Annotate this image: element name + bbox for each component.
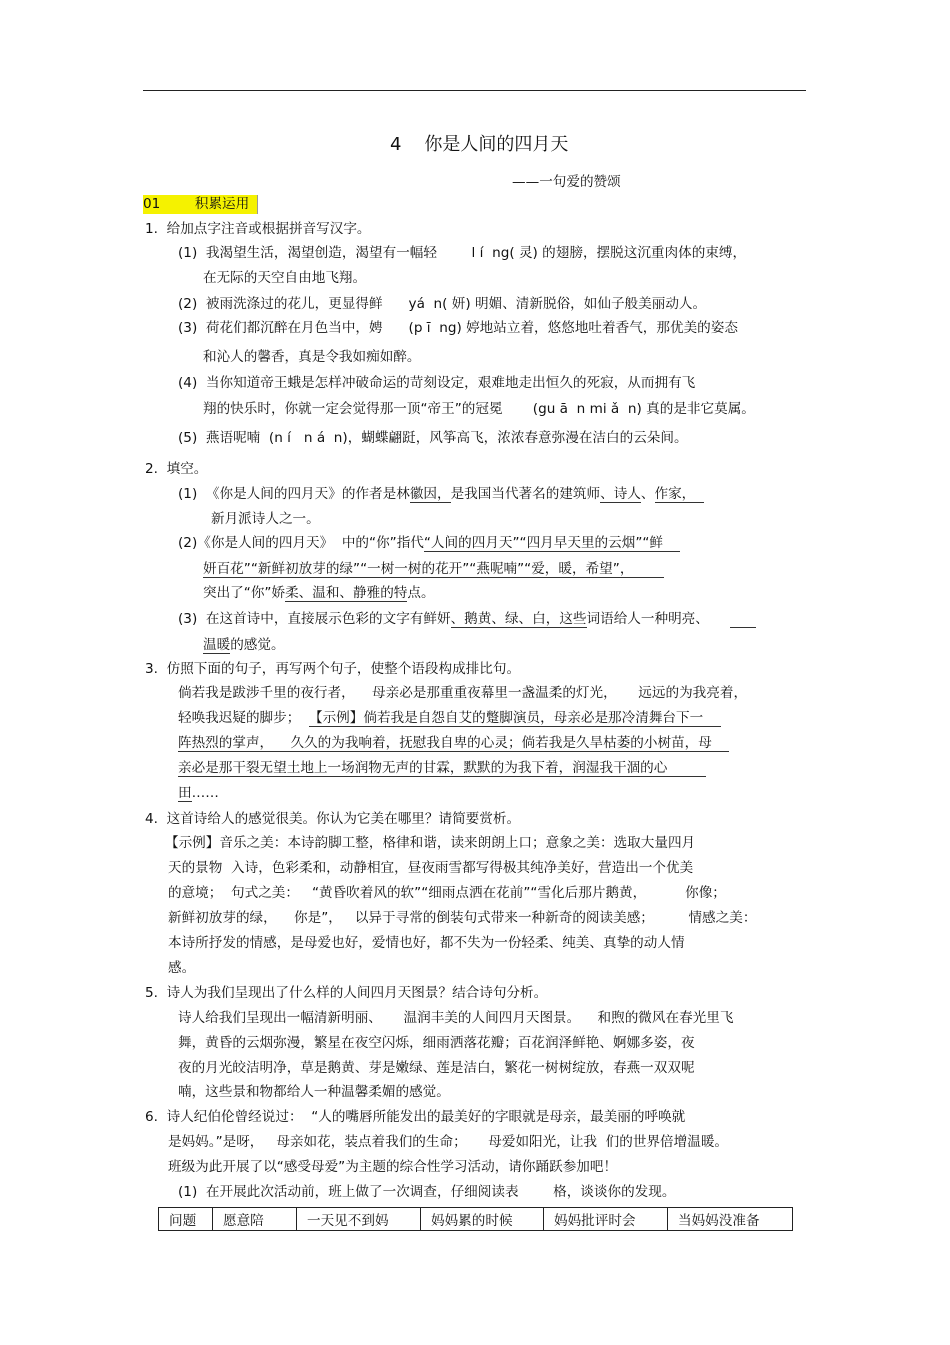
lesson-subtitle: ——一句爱的赞颂 [512,174,621,190]
table-cell: 妈妈累的时候 [421,1208,544,1231]
answer-underlined: 、鹅黄、绿、白，这些 [450,611,587,627]
text-line [178,784,219,802]
text-line [178,610,756,628]
text-line [178,1059,695,1077]
answer-underlined: 亲必是那干裂无望土地上一场润物无声的甘霖，默默的为我下着，润湿我干涸的心 [178,760,707,776]
text-segment: 的感觉。 [230,637,285,653]
text-line [178,684,747,702]
text-line [211,510,320,528]
answer-underlined: 田 [178,785,192,801]
text-segment: 5. 诗人为我们呈现出了什么样的人间四月天图景？结合诗句分析。 [145,985,548,1001]
answer-underlined: 、诗人 [600,486,641,502]
text-segment: (3) 在这首诗中，直接展示色彩的文字有鲜妍 [178,611,451,627]
text-line [168,1158,617,1176]
survey-table [158,1207,793,1231]
text-line [178,759,706,777]
text-segment: (1) 我渴望生活，渴望创造，渴望有一幅轻 l í ng( 灵) 的翅膀，摆脱这沉重肉体的束缚， [178,245,747,261]
header-rule [143,90,806,91]
text-line [145,984,547,1002]
text-line [203,560,664,578]
text-line [178,1034,695,1052]
answer-underlined: 【示例】倘若我是自怨自艾的蹩脚演员，母亲必是那冷清舞台下一 [309,710,721,726]
text-segment: 点。 [407,585,435,601]
text-line [178,1083,450,1101]
answer-underlined: 徽因， [409,486,451,502]
lesson-title: 4 你是人间的四月天 [390,134,569,155]
text-line [165,834,695,852]
answer-underlined: 柔、温和、静雅的特 [285,585,408,601]
answer-underlined: 温暖 [203,637,231,653]
text-line [145,810,520,828]
text-line [178,319,738,337]
text-segment: 诗人给我们呈现出一幅清新明丽、 温润丰美的人间四月天图景。 和煦的微风在春光里飞 [178,1010,734,1026]
text-segment: 和沁人的馨香，真是令我如痴如醉。 [203,349,421,365]
table-cell: 妈妈批评时会 [544,1208,668,1231]
text-segment: 班级为此开展了以“感受母爱”为主题的综合性学习活动，请你踊跃参加吧！ [168,1159,618,1175]
table-cell: 当妈妈没准备 [668,1208,793,1231]
text-line [178,1183,675,1201]
section-heading: 01 积累运用 [143,195,258,214]
text-segment: 感。 [168,960,196,976]
text-segment: 在无际的天空自由地飞翔。 [203,270,367,286]
text-segment: (2) 被雨洗涤过的花儿，更显得鲜 yá n( 妍) 明媚、清新脱俗，如仙子般美丽动人。 [178,296,707,312]
text-line [203,584,435,602]
text-segment: 翔的快乐时，你就一定会觉得那一顶“帝王”的冠冕 (gu ā n mi ǎ n) 真的是非它莫属。 [203,401,755,417]
text-line [178,709,721,727]
text-line [168,909,756,927]
text-segment: 1. 给加点字注音或根据拼音写汉字。 [145,221,371,237]
text-segment: 、 [640,486,655,502]
text-segment: 词语给人一种明亮、 [586,611,731,627]
text-line [203,348,421,366]
text-segment: 是我国当代著名的建筑师 [450,486,601,502]
text-line [178,429,688,447]
text-segment: 喃，这些景和物都给人一种温馨柔媚的感觉。 [178,1084,450,1100]
text-segment: 轻唤我迟疑的脚步； [178,710,309,726]
text-line [178,485,704,503]
text-segment: 天的景物 入诗，色彩柔和，动静相宜，昼夜雨雪都写得极其纯净美好，营造出一个优美 [168,860,694,876]
answer-underlined: “人间的四月天”“四月早天里的云烟”“鲜 [423,535,681,551]
text-segment: (1) 《你是人间的四月天》的作者是林 [178,486,410,502]
text-segment: 新月派诗人之一。 [211,511,320,527]
text-segment: 4. 这首诗给人的感觉很美。你认为它美在哪里？请简要赏析。 [145,811,521,827]
text-segment: 是妈妈。”是呀， 母亲如花，装点着我们的生命； 母爱如阳光，让我 们的世界倍增温暖。 [168,1134,729,1150]
text-segment: (3) 荷花们都沉醉在月色当中，娉 (p ī ng) 婷地站立着，悠悠地吐着香气，那优美的姿态 [178,320,738,336]
text-segment: 舞，黄昏的云烟弥漫，繁星在夜空闪烁，细雨洒落花瓣；百花润泽鲜艳、婀娜多姿，夜 [178,1035,695,1051]
text-line [203,400,755,418]
text-segment: 的意境； 句式之美： “黄昏吹着风的软”“细雨点洒在花前”“雪化后那片鹅黄， 你像； [168,885,726,901]
table-cell: 问题 [159,1208,213,1231]
text-line [178,534,680,552]
text-segment: (4) 当你知道帝王蛾是怎样冲破命运的苛刻设定，艰难地走出恒久的死寂，从而拥有飞 [178,375,696,391]
text-line [178,734,729,752]
text-segment: 本诗所抒发的情感，是母爱也好，爱情也好，都不失为一份轻柔、纯美、真挚的动人情 [168,935,685,951]
text-segment: (5) 燕语呢喃 (n í n á n)，蝴蝶翩跹，风筝高飞，浓浓春意弥漫在洁白的云朵间。 [178,430,688,446]
text-segment: 6. 诗人纪伯伦曾经说过： “人的嘴唇所能发出的最美好的字眼就是母亲，最美丽的呼唤就 [145,1109,686,1125]
text-line [145,660,520,678]
text-segment: 新鲜初放芽的绿， 你是”， 以异于寻常的倒装句式带来一种新奇的阅读美感； 情感之美： [168,910,757,926]
answer-underlined: 作家， [654,486,704,502]
text-segment: 【示例】音乐之美：本诗韵脚工整，格律和谐，读来朗朗上口；意象之美：选取大量四月 [165,835,696,851]
text-segment: …… [191,785,219,801]
answer-underlined [730,611,756,628]
text-line [203,269,366,287]
text-segment: 2. 填空。 [145,461,208,477]
table-cell: 愿意陪 [213,1208,297,1231]
text-line [178,1009,733,1027]
table-cell: 一天见不到妈 [297,1208,421,1231]
text-line [203,636,285,654]
text-line [168,959,195,977]
text-line [145,460,207,478]
text-line [178,295,706,313]
text-segment: 夜的月光皎洁明净，草是鹅黄、芽是嫩绿、莲是洁白，繁花一树树绽放，春燕一双双呢 [178,1060,695,1076]
answer-underlined: 阵热烈的掌声， 久久的为我响着，抚慰我自卑的心灵；倘若我是久旱枯萎的小树苗，母 [178,735,730,751]
text-line [168,859,693,877]
text-segment: (2)《你是人间的四月天》 中的“你”指代 [178,535,424,551]
text-segment: 3. 仿照下面的句子，再写两个句子，使整个语段构成排比句。 [145,661,521,677]
text-line [178,374,695,392]
text-segment: 倘若我是跋涉千里的夜行者， 母亲必是那重重夜幕里一盏温柔的灯光， 远远的为我亮着， [178,685,748,701]
text-segment: 突出了“你”娇 [203,585,286,601]
text-line [168,884,726,902]
table-row [159,1208,793,1231]
text-line [145,1108,685,1126]
answer-underlined: 妍百花”“新鲜初放芽的绿”“一树一树的花开”“燕呢喃”“爱，暖，希望”， [203,561,664,577]
text-segment: (1) 在开展此次活动前，班上做了一次调查，仔细阅读表 格，谈谈你的发现。 [178,1184,676,1200]
text-line [168,1133,728,1151]
text-line [178,244,746,262]
text-line [168,934,685,952]
text-line [145,220,371,238]
